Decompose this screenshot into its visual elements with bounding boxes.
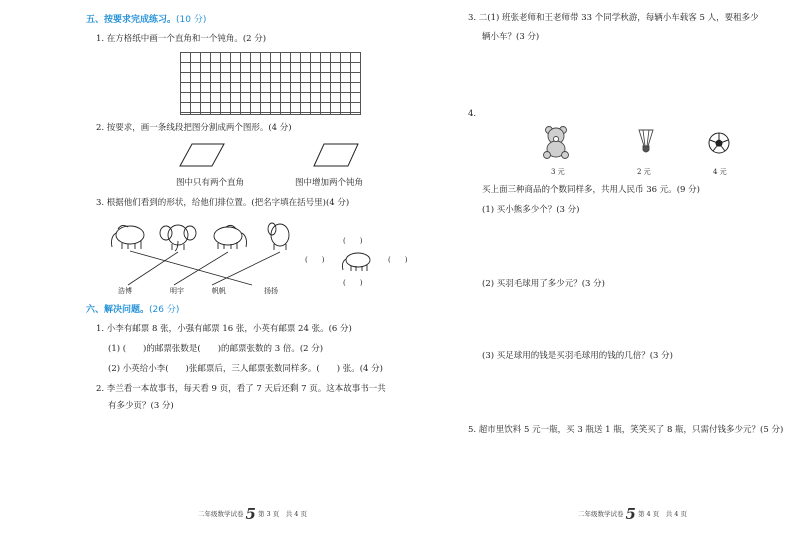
parallelogram-figures[interactable]	[168, 140, 368, 170]
price-ball: 4 元	[713, 168, 727, 176]
question-4-desc: 买上面三种商品的个数同样多，共用人民币 36 元。(9 分)	[482, 185, 700, 195]
elephant-back-icon	[268, 223, 289, 250]
footer-left: 二年级数学试卷 5 第 3 页 共 4 页	[198, 505, 307, 523]
problem-6-2: 2. 李兰看一本故事书，每天看 9 页，看了 7 天后还剩 7 页。这本故事书一共	[96, 384, 386, 394]
question-5: 5. 超市里饮料 5 元一瓶，买 3 瓶送 1 瓶，笑笑买了 8 瓶，只需付钱多少元？(5 分)	[468, 425, 784, 435]
problem-6-1-part-1: (1) ( )的邮票张数是( )的邮票张数的 3 倍。(2 分)	[108, 344, 324, 354]
question-5-3: 3. 根据他们看到的形状，给他们排位置。(把名字填在括号里)(4 分)	[96, 198, 350, 208]
problem-6-1: 1. 小李有邮票 8 张，小强有邮票 16 张，小英有邮票 24 张。(6 分)	[96, 324, 352, 334]
center-elephant-icon	[340, 248, 376, 274]
question-4-number: 4.	[468, 109, 477, 119]
elephant-front-icon	[160, 225, 196, 251]
problem-6-1-part-2: (2) 小英给小李( )张邮票后，三人邮票张数同样多。( ) 张。(4 分)	[108, 364, 383, 374]
blank-left[interactable]: ( )	[305, 256, 325, 264]
caption-two-right-angles: 图中只有两个直角	[176, 178, 245, 188]
problem-6-2-cont: 有多少页？(3 分)	[108, 401, 174, 411]
shuttlecock-icon	[636, 128, 656, 156]
question-5-1: 1. 在方格纸中画一个直角和一个钝角。(2 分)	[96, 34, 267, 44]
question-4-part-3: (3) 买足球用的钱是买羽毛球用的钱的几倍？(3 分)	[482, 351, 673, 361]
question-3-cont: 辆小车？(3 分)	[482, 32, 540, 42]
elephant-side-icon-2	[214, 225, 247, 249]
parallelogram-2	[314, 144, 358, 166]
name-yangyang: 扬扬	[264, 287, 278, 295]
elephant-views	[108, 215, 308, 287]
matching-lines	[128, 251, 280, 285]
footer-right: 二年级数学试卷 5 第 4 页 共 4 页	[578, 505, 687, 523]
blank-bottom[interactable]: ( )	[343, 279, 363, 287]
price-shuttlecock: 2 元	[637, 168, 651, 176]
parallelogram-1	[180, 144, 224, 166]
blank-top[interactable]: ( )	[343, 237, 363, 245]
grid-paper[interactable]	[180, 52, 361, 115]
name-haobo: 浩博	[118, 287, 132, 295]
name-fanfan: 帆帆	[212, 287, 226, 295]
blank-right[interactable]: ( )	[388, 256, 408, 264]
section-6-title: 六、解决问题。(26 分)	[86, 305, 180, 315]
teddy-bear-icon	[540, 125, 572, 159]
question-3: 3. 二(1) 班张老师和王老师带 33 个同学秋游，每辆小车载客 5 人，要租多少	[468, 13, 759, 23]
name-mingyu: 明宇	[170, 287, 184, 295]
caption-add-obtuse-angles: 图中增加两个钝角	[295, 178, 364, 188]
elephant-side-icon	[112, 225, 145, 249]
soccer-ball-icon	[708, 132, 730, 154]
section-5-title: 五、按要求完成练习。(10 分)	[86, 15, 207, 25]
question-4-part-1: (1) 买小熊多少个？(3 分)	[482, 205, 580, 215]
price-bear: 3 元	[551, 168, 565, 176]
question-5-2: 2. 按要求，画一条线段把图分割成两个图形。(4 分)	[96, 123, 292, 133]
question-4-part-2: (2) 买羽毛球用了多少元？(3 分)	[482, 279, 605, 289]
